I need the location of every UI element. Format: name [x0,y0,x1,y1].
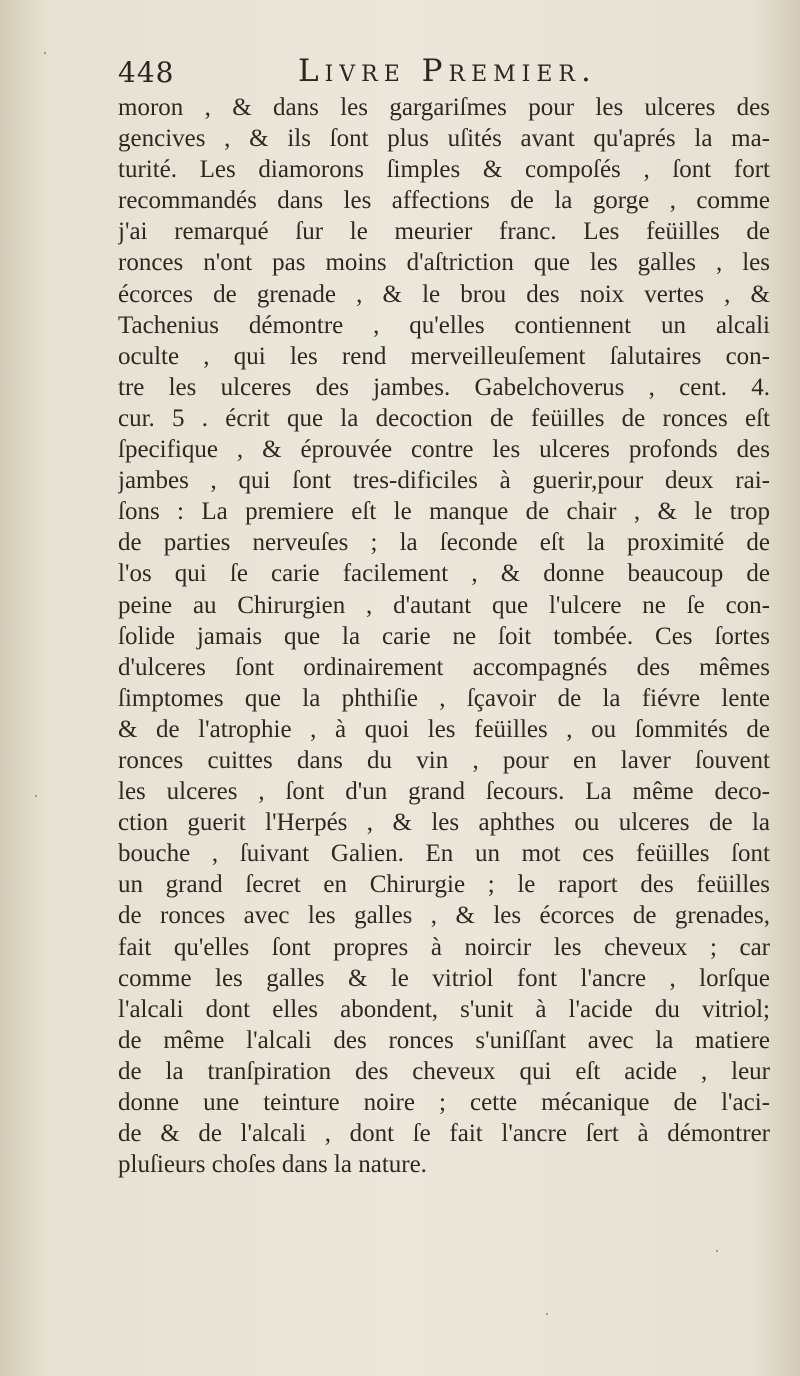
text-line: un grand ſecret en Chirurgie ; le raport des feüilles [118,871,770,899]
body-text [118,92,770,1180]
text-line: & de l'atrophie , à quoi les feüilles , ou ſommités de [118,715,770,743]
paper-speck [35,795,37,797]
text-line: Tachenius démontre , qu'elles contiennent un alcali [118,311,770,339]
page-header [118,50,638,90]
text-line: j'ai remarqué ſur le meurier franc. Les feüilles de [118,218,770,246]
text-line: comme les galles & le vitriol font l'ancre , lorſque [118,964,770,992]
text-line: ronces cuittes dans du vin , pour en laver ſouvent [118,746,770,774]
text-line: moron , & dans les gargariſmes pour les ulceres des [118,94,770,121]
text-line: ſons : La premiere eſt le manque de chair , & le trop [118,498,770,526]
text-line: écorces de grenade , & le brou des noix vertes , & [118,280,770,308]
text-line: ction guerit l'Herpés , & les aphthes ou ulceres de la [118,809,770,837]
text-line: de & de l'alcali , dont ſe fait l'ancre ſert à démontrer [118,1120,770,1148]
text-line: de la tranſpiration des cheveux qui eſt acide , leur [118,1057,770,1085]
text-line: bouche , ſuivant Galien. En un mot ces feüilles ſont [118,840,770,868]
text-line: de même l'alcali des ronces s'uniſſant avec la matiere [118,1026,770,1054]
running-title: Livre Premier. [298,53,597,89]
text-line: ſimptomes que la phthiſie , ſçavoir de la fiévre lente [118,684,770,712]
text-line: donne une teinture noire ; cette mécanique de l'aci- [118,1089,770,1116]
paper-speck [546,1313,548,1315]
text-line: oculte , qui les rend merveilleuſement ſalutaires con- [118,342,770,370]
text-line: d'ulceres ſont ordinairement accompagnés des mêmes [118,653,770,681]
text-line: fait qu'elles ſont propres à noircir les cheveux ; car [118,933,770,961]
text-line: turité. Les diamorons ſimples & compoſés , ſont fort [118,156,770,184]
text-line: cur. 5 . écrit que la decoction de feüilles de ronces eſt [118,404,770,432]
page-number: 448 [118,56,175,89]
text-line: l'alcali dont elles abondent, s'unit à l'acide du vitriol; [118,995,770,1023]
text-line: pluſieurs choſes dans la nature. [118,1151,427,1179]
text-line: jambes , qui ſont tres-dificiles à guerir,pour deux rai- [118,467,770,495]
text-line: ronces n'ont pas moins d'aſtriction que les galles , les [118,249,770,277]
text-line: les ulceres , ſont d'un grand ſecours. La même deco- [118,778,770,806]
text-line: recommandés dans les affections de la gorge , comme [118,187,770,215]
text-line: gencives , & ils ſont plus uſités avant qu'aprés la ma- [118,125,770,153]
text-line: ſolide jamais que la carie ne ſoit tombée. Ces ſortes [118,622,770,650]
paper-speck [716,1250,718,1252]
text-line: de parties nerveuſes ; la ſeconde eſt la proximité de [118,529,770,557]
text-line: de ronces avec les galles , & les écorces de grenades, [118,902,770,930]
text-line: peine au Chirurgien , d'autant que l'ulcere ne ſe con- [118,591,770,619]
text-line: tre les ulceres des jambes. Gabelchoverus , cent. 4. [118,373,770,401]
text-line: ſpecifique , & éprouvée contre les ulceres profonds des [118,436,770,464]
paper-speck [44,52,46,54]
text-line: l'os qui ſe carie facilement , & donne beaucoup de [118,560,770,588]
